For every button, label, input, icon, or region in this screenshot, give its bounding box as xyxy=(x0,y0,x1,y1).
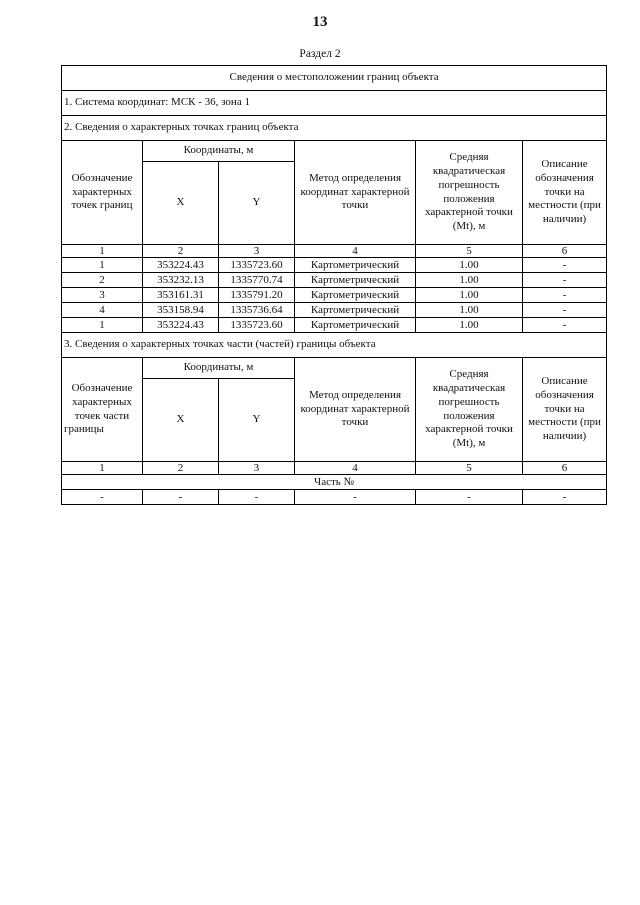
page-number: 13 xyxy=(312,14,328,30)
coord-x: - xyxy=(143,490,219,505)
method: Картометрический xyxy=(295,273,416,288)
table-row xyxy=(62,288,607,303)
point-id: 1 xyxy=(62,258,143,273)
s3-header-description: Описание обозначения точки на местности (при наличии) xyxy=(523,358,607,462)
coord-x: 353232.13 xyxy=(143,273,219,288)
col-number: 6 xyxy=(523,245,607,258)
col-number: 4 xyxy=(295,462,416,475)
table-row xyxy=(62,258,607,273)
coord-x: 353161.31 xyxy=(143,288,219,303)
error: 1.00 xyxy=(416,318,523,333)
col-number: 5 xyxy=(416,462,523,475)
point-id: - xyxy=(62,490,143,505)
point-id: 3 xyxy=(62,288,143,303)
coord-y: 1335770.74 xyxy=(219,273,295,288)
col-number: 1 xyxy=(62,462,143,475)
error: - xyxy=(416,490,523,505)
section3-title: 3. Сведения о характерных точках части (частей) границы объекта xyxy=(62,333,607,358)
coord-y: 1335723.60 xyxy=(219,318,295,333)
method: Картометрический xyxy=(295,303,416,318)
s3-header-x: X xyxy=(143,379,219,462)
error: 1.00 xyxy=(416,303,523,318)
col-number: 3 xyxy=(219,462,295,475)
description: - xyxy=(523,288,607,303)
s2-column-numbers xyxy=(62,245,607,258)
s2-header-description: Описание обозначения точки на местности (при наличии) xyxy=(523,141,607,245)
table-row xyxy=(62,273,607,288)
s3-header-coords: Координаты, м xyxy=(143,358,295,379)
point-id: 2 xyxy=(62,273,143,288)
s3-column-numbers xyxy=(62,462,607,475)
point-id: 4 xyxy=(62,303,143,318)
method: - xyxy=(295,490,416,505)
col-number: 1 xyxy=(62,245,143,258)
s2-header-points: Обозначение характерных точек границ xyxy=(62,141,143,245)
table-row xyxy=(62,303,607,318)
coord-x: 353224.43 xyxy=(143,258,219,273)
col-number: 2 xyxy=(143,462,219,475)
col-number: 3 xyxy=(219,245,295,258)
s2-header-coords: Координаты, м xyxy=(143,141,295,162)
point-id: 1 xyxy=(62,318,143,333)
col-number: 6 xyxy=(523,462,607,475)
boundary-table xyxy=(61,65,607,505)
s3-header-method: Метод определения координат характерной точки xyxy=(295,358,416,462)
error: 1.00 xyxy=(416,288,523,303)
s3-header-error: Средняя квадратическая погрешность положения характерной точки (Mt), м xyxy=(416,358,523,462)
s2-header-y: Y xyxy=(219,162,295,245)
error: 1.00 xyxy=(416,273,523,288)
col-number: 5 xyxy=(416,245,523,258)
coord-x: 353224.43 xyxy=(143,318,219,333)
s3-header-y: Y xyxy=(219,379,295,462)
description: - xyxy=(523,318,607,333)
method: Картометрический xyxy=(295,258,416,273)
col-number: 2 xyxy=(143,245,219,258)
method: Картометрический xyxy=(295,318,416,333)
s2-header-error: Средняя квадратическая погрешность положения характерной точки (Mt), м xyxy=(416,141,523,245)
coord-system: 1. Система координат: МСК - 36, зона 1 xyxy=(62,91,607,116)
coord-y: 1335791.20 xyxy=(219,288,295,303)
section-label: Раздел 2 xyxy=(299,48,341,60)
coord-y: 1335736.64 xyxy=(219,303,295,318)
description: - xyxy=(523,273,607,288)
part-label: Часть № xyxy=(62,475,607,490)
s2-header-method: Метод определения координат характерной точки xyxy=(295,141,416,245)
coord-y: - xyxy=(219,490,295,505)
description: - xyxy=(523,303,607,318)
coord-x: 353158.94 xyxy=(143,303,219,318)
s3-header-points: Обозначение характерных точек части границы xyxy=(62,358,143,462)
section2-title: 2. Сведения о характерных точках границ объекта xyxy=(62,116,607,141)
col-number: 4 xyxy=(295,245,416,258)
s2-header-x: X xyxy=(143,162,219,245)
description: - xyxy=(523,258,607,273)
coord-y: 1335723.60 xyxy=(219,258,295,273)
table-row xyxy=(62,318,607,333)
table-row xyxy=(62,490,607,505)
table-title: Сведения о местоположении границ объекта xyxy=(62,66,607,91)
description: - xyxy=(523,490,607,505)
error: 1.00 xyxy=(416,258,523,273)
method: Картометрический xyxy=(295,288,416,303)
